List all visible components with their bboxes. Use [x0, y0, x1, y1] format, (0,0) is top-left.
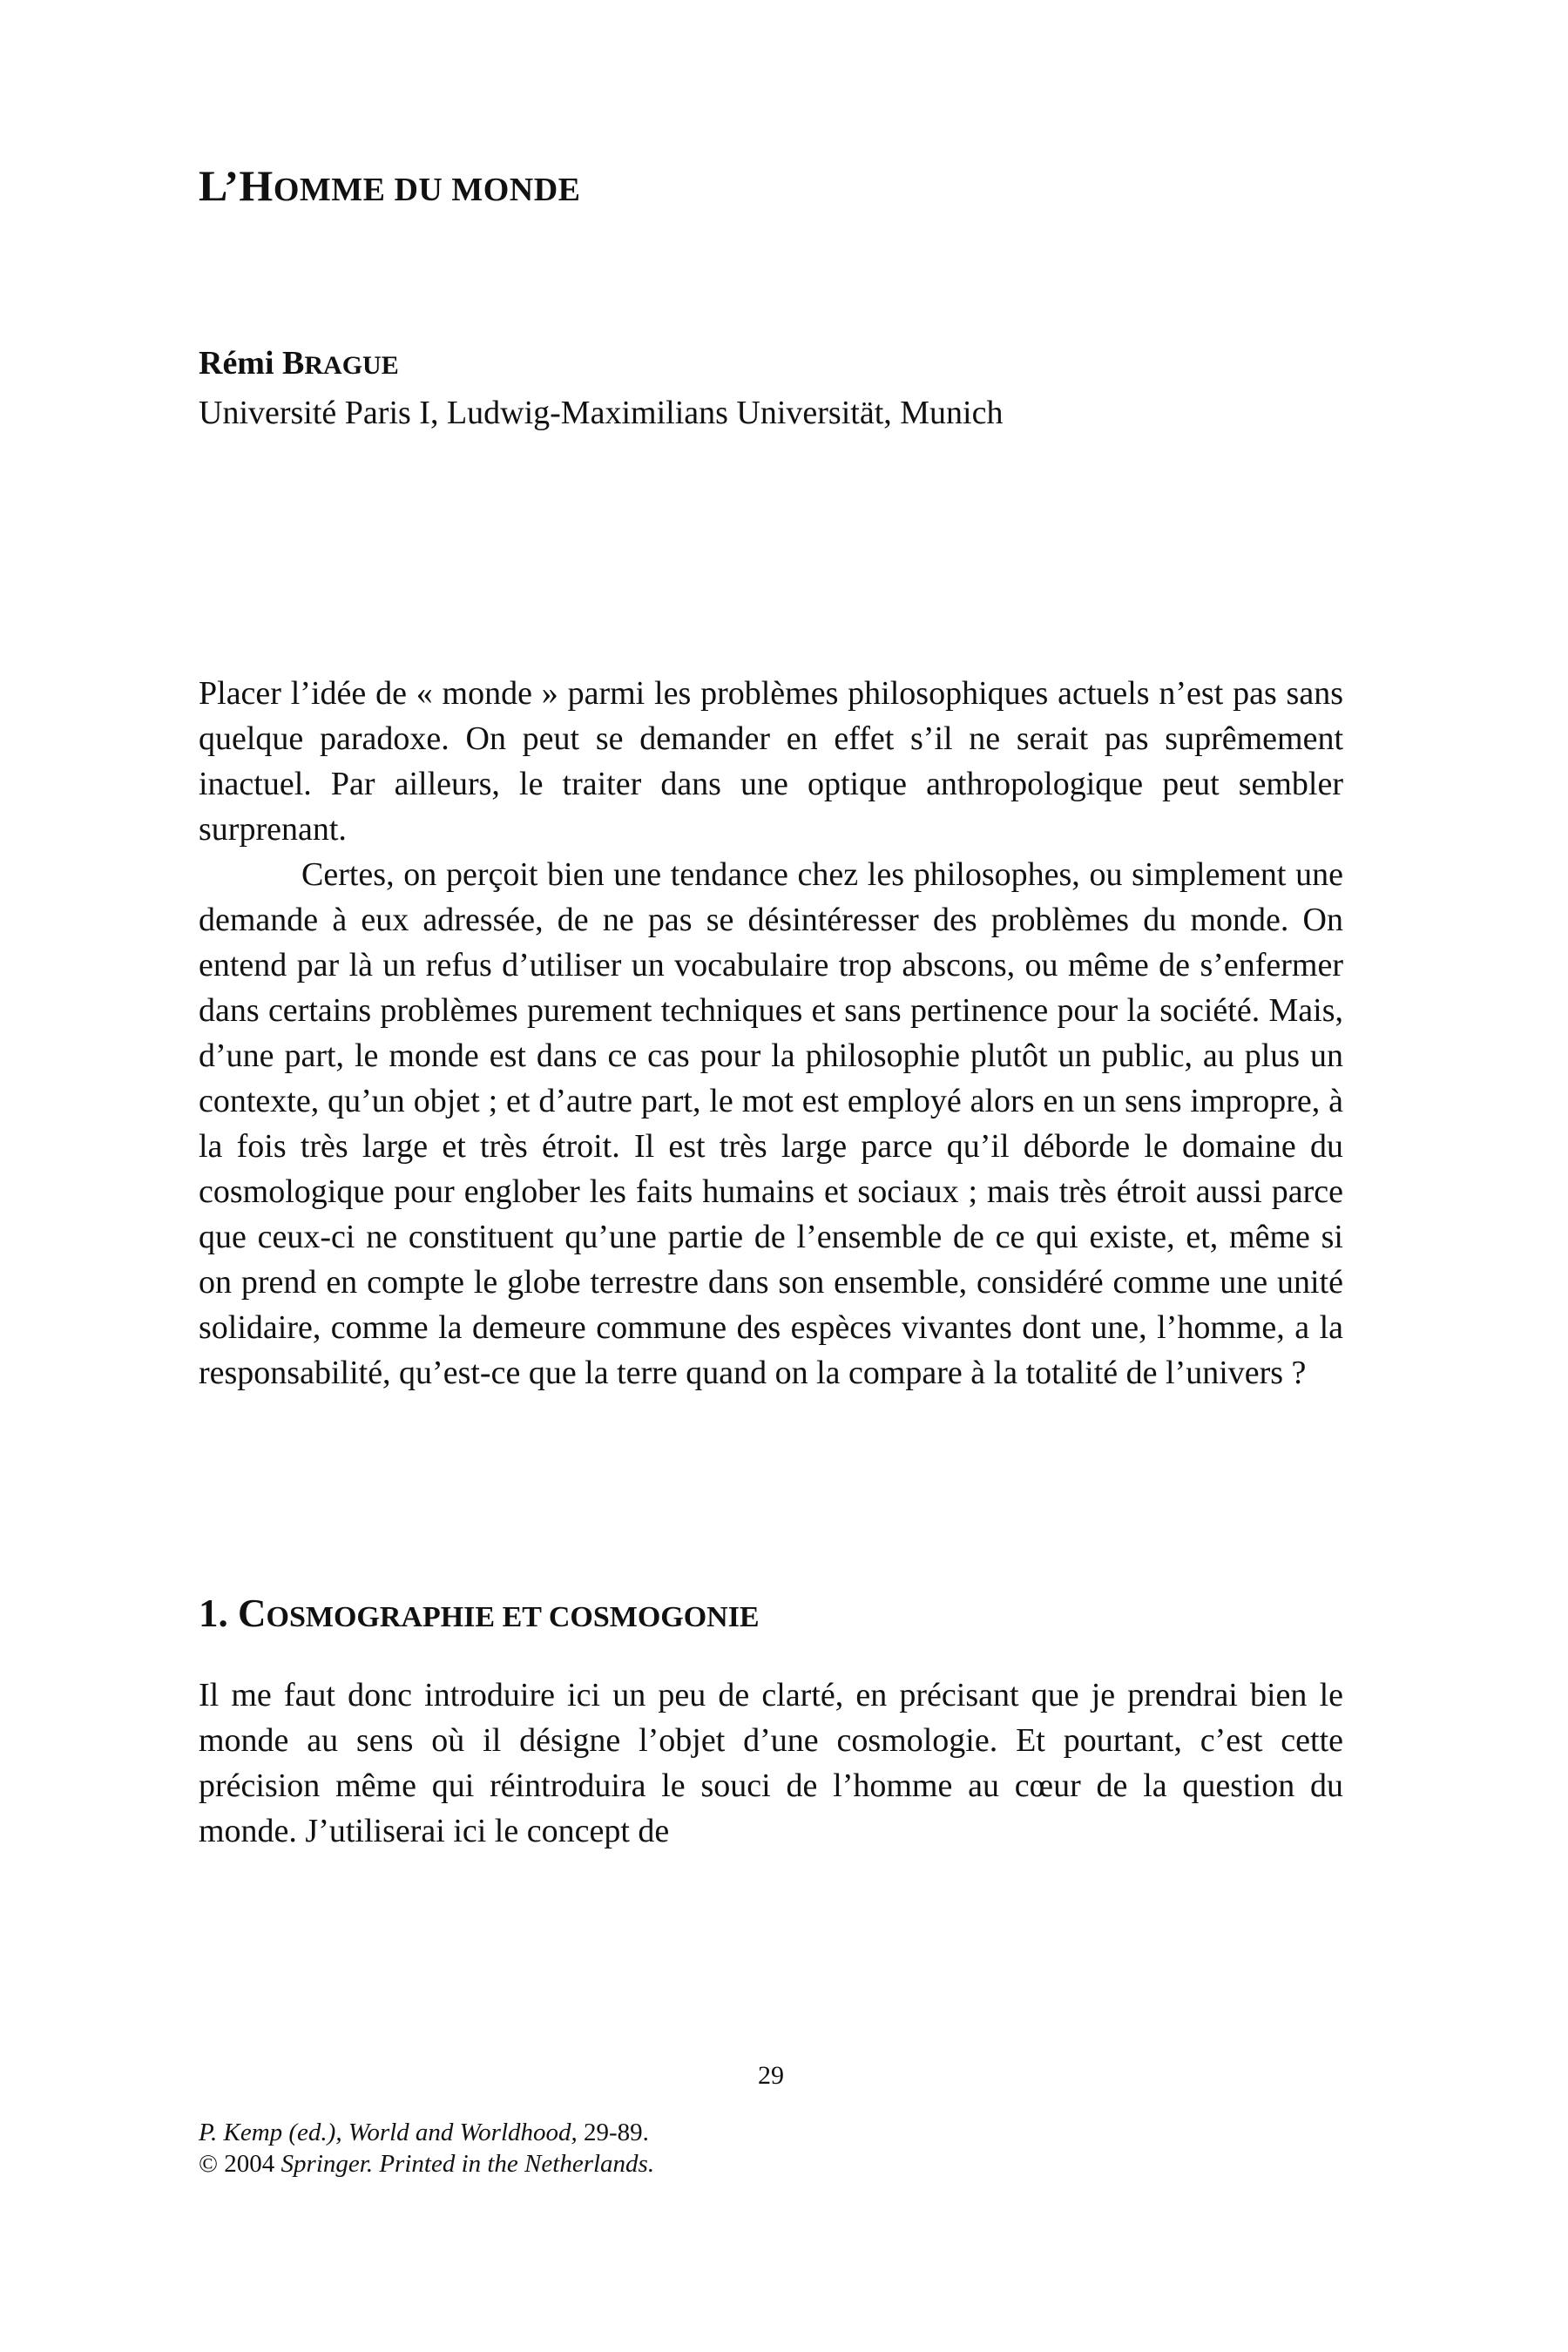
article-title: [199, 161, 581, 210]
section-paragraph: Il me faut donc introduire ici un peu de clarté, en précisant que je prendrai bien le monde au sens où il désigne l’objet d’une cosmologie. Et pourtant, c’est cette précision même qui réintroduira le souci de l’homme au cœur de la question du monde. J’utiliserai ici le concept de: [199, 1677, 1343, 1849]
section-heading: [199, 1594, 760, 1633]
page-number: 29: [758, 2061, 784, 2090]
section-heading-part-a: OSMOGRAPHIE ET: [266, 1601, 549, 1633]
section-number: 1. C: [199, 1592, 267, 1635]
author-last-name-rest: RAGUE: [304, 351, 399, 380]
paragraph-1: Placer l’idée de « monde » parmi les problèmes philosophiques actuels n’est pas sans quelque paradoxe. On peut se demander en effet s’il ne serait pas suprêmement inactuel. Par ailleurs, le traiter dans une optique anthropologique peut sembler surprenant.: [199, 675, 1343, 848]
author-last-name-initial: B: [282, 345, 305, 382]
citation-source: P. Kemp (ed.), World and Worldhood,: [199, 2119, 578, 2146]
author-affiliation: Université Paris I, Ludwig-Maximilians Universität, Munich: [199, 395, 1004, 431]
copyright-publisher: Springer. Printed in the Netherlands.: [280, 2150, 655, 2178]
paragraph-2: Certes, on perçoit bien une tendance chez les philosophes, ou simplement une demande à eux adressée, de ne pas se désintéresser des problèmes du monde. On entend par là un refus d’utiliser un vocabulaire trop abscons, ou même de s’enfermer dans certains problèmes purement techniques et sans pertinence pour la société. Mais, d’une part, le monde est dans ce cas pour la philosophie plutôt un public, au plus un contexte, qu’un objet ; et d’autre part, le mot est employé alors en un sens impropre, à la fois très large et très étroit. Il est très large parce qu’il déborde le domaine du cosmologique pour englober les faits humains et sociaux ; mais très étroit aussi parce que ceux-ci ne constituent qu’une partie de l’ensemble de ce qui existe, et, même si on prend en compte le globe terrestre dans son ensemble, considéré comme une unité solidaire, comme la demeure commune des espèces vivantes dont une, l’homme, a la responsabilité, qu’est-ce que la terre quand on la compare à la totalité de l’univers ?: [199, 856, 1343, 1391]
copyright-year: © 2004: [199, 2150, 281, 2178]
citation-pages: 29-89.: [577, 2119, 649, 2146]
document-page: [199, 0, 1343, 2352]
section-heading-part-b: COSMOGONIE: [548, 1601, 760, 1633]
citation-footer: [199, 2117, 654, 2180]
article-title-initial: L’H: [199, 161, 274, 210]
copyright-line: [199, 2148, 654, 2180]
article-title-rest: OMME DU MONDE: [273, 172, 581, 208]
author-name: [199, 347, 399, 380]
citation-line: [199, 2117, 654, 2148]
author-first-name: Rémi: [199, 345, 274, 382]
